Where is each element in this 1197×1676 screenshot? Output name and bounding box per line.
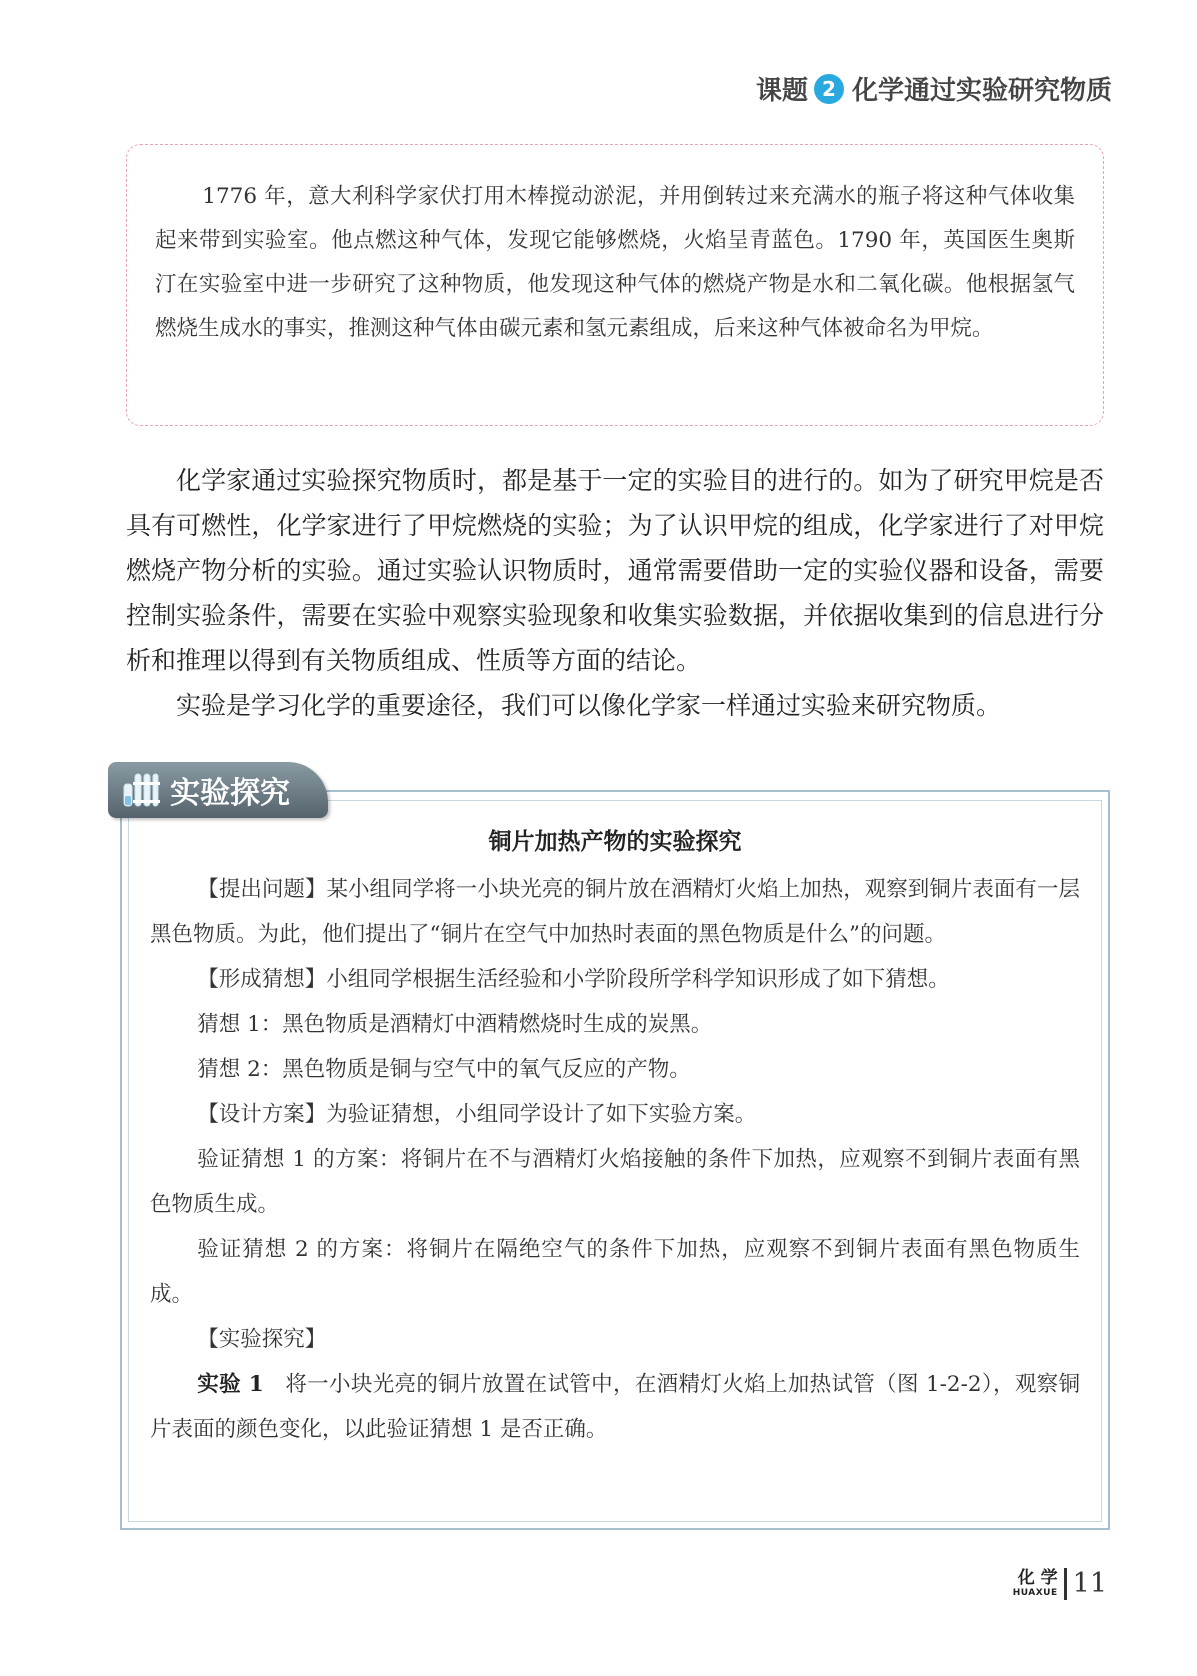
experiment-paragraph: 【提出问题】某小组同学将一小块光亮的铜片放在酒精灯火焰上加热，观察到铜片表面有一层黑色物质。为此，他们提出了“铜片在空气中加热时表面的黑色物质是什么”的问题。 xyxy=(150,877,1080,947)
experiment-title: 铜片加热产物的实验探究 xyxy=(488,829,742,855)
body-paragraph: 化学家通过实验探究物质时，都是基于一定的实验目的进行的。如为了研究甲烷是否具有可燃性，化学家进行了甲烷燃烧的实验；为了认识甲烷的组成，化学家进行了对甲烷燃烧产物分析的实验。通过实验认识物质时，通常需要借助一定的实验仪器和设备，需要控制实验条件，需要在实验中观察实验现象和收集实验数据，并依据收集到的信息进行分析和推理以得到有关物质组成、性质等方面的结论。 xyxy=(126,466,1104,675)
page-footer xyxy=(1013,1568,1107,1600)
experiment-paragraph: 验证猜想 1 的方案：将铜片在不与酒精灯火焰接触的条件下加热，应观察不到铜片表面有黑色物质生成。 xyxy=(150,1147,1080,1217)
topic-number-badge: 2 xyxy=(814,74,844,104)
subject-pinyin: HUAXUE xyxy=(1012,1588,1058,1598)
experiment-paragraph: 验证猜想 2 的方案：将铜片在隔绝空气的条件下加热，应观察不到铜片表面有黑色物质生成。 xyxy=(150,1237,1080,1307)
experiment-1-label: 实验 1 xyxy=(197,1372,264,1397)
experiment-paragraph: 猜想 2：黑色物质是铜与空气中的氧气反应的产物。 xyxy=(197,1057,691,1082)
main-body xyxy=(126,458,1104,728)
experiment-tab xyxy=(108,762,328,818)
experiment-1-paragraph xyxy=(150,1362,1080,1452)
subject-mark xyxy=(1013,1568,1067,1600)
history-note-box xyxy=(126,144,1104,426)
page-number: 11 xyxy=(1072,1568,1107,1599)
chapter-header xyxy=(756,70,1112,107)
experiment-paragraph: 【实验探究】 xyxy=(197,1327,327,1352)
body-paragraph: 实验是学习化学的重要途径，我们可以像化学家一样通过实验来研究物质。 xyxy=(176,691,1002,720)
header-prefix: 课题 xyxy=(755,76,808,106)
subject-name: 化 学 xyxy=(1017,1568,1058,1588)
experiment-paragraph: 猜想 1：黑色物质是酒精灯中酒精燃烧时生成的炭黑。 xyxy=(197,1012,713,1037)
experiment-tab-label: 实验探究 xyxy=(170,776,290,811)
experiment-paragraph: 【设计方案】为验证猜想，小组同学设计了如下实验方案。 xyxy=(197,1102,757,1127)
experiment-1-text: 将一小块光亮的铜片放置在试管中，在酒精灯火焰上加热试管（图 1-2-2），观察铜片表面的颜色变化，以此验证猜想 1 是否正确。 xyxy=(150,1372,1081,1442)
history-paragraph: 1776 年，意大利科学家伏打用木棒搅动淤泥，并用倒转过来充满水的瓶子将这种气体收集起来带到实验室。他点燃这种气体，发现它能够燃烧，火焰呈青蓝色。1790 年，英国医生奥斯汀在实验室中进一步研究了这种物质，他发现这种气体的燃烧产物是水和二氧化碳。他根据氢气燃烧生成水的事实，推测这种气体由碳元素和氢元素组成，后来这种气体被命名为甲烷。 xyxy=(155,184,1075,341)
experiment-paragraph: 【形成猜想】小组同学根据生活经验和小学阶段所学科学知识形成了如下猜想。 xyxy=(197,967,950,992)
test-tube-icon xyxy=(122,770,160,810)
experiment-content xyxy=(150,820,1080,1452)
header-title: 化学通过实验研究物质 xyxy=(851,76,1112,106)
